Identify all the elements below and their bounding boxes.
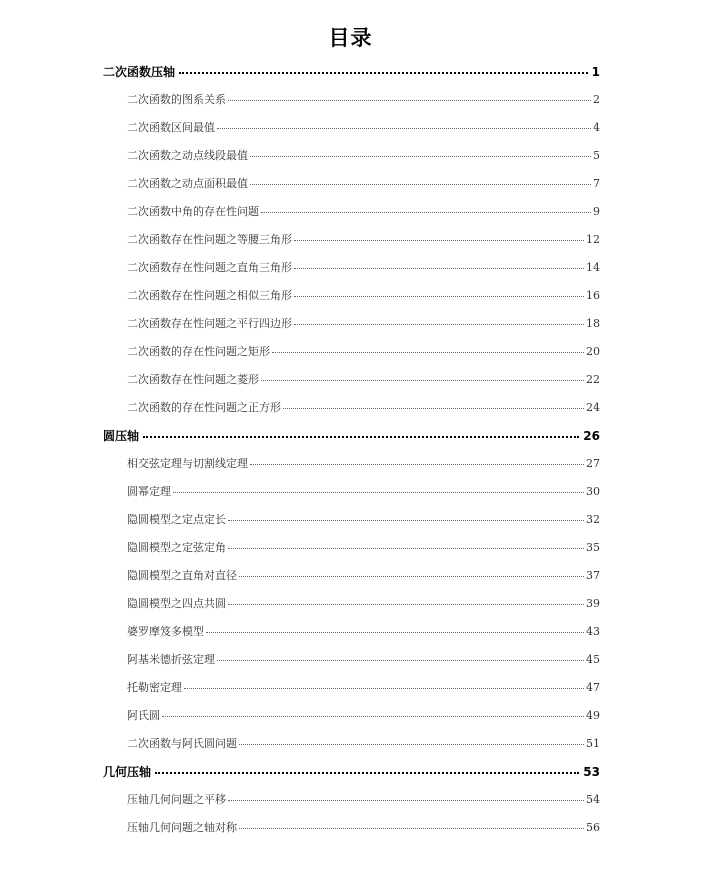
dot-leader [239,827,584,829]
toc-entry-page-number: 16 [586,289,600,302]
toc-entry-title: 二次函数存在性问题之相似三角形 [127,289,292,302]
dot-leader [261,211,591,213]
toc-entry-title: 阿基米德折弦定理 [127,653,215,666]
dot-leader [239,575,584,577]
toc-entry-title: 二次函数存在性问题之直角三角形 [127,261,292,274]
toc-section-title: 几何压轴 [103,765,152,779]
toc-entry[interactable] [127,119,600,135]
dot-leader [228,99,591,101]
toc-entry-page-number: 20 [586,345,600,358]
toc-entry[interactable] [127,203,600,219]
toc-entry-title: 二次函数的图系关系 [127,93,226,106]
dot-leader [239,743,584,745]
dot-leader [217,659,584,661]
toc-entry-title: 二次函数存在性问题之平行四边形 [127,317,292,330]
toc-section-page-number: 53 [583,765,600,779]
toc-entry-title: 二次函数存在性问题之等腰三角形 [127,233,292,246]
toc-entry[interactable] [127,371,600,387]
toc-section-page-number: 26 [583,429,600,443]
toc-entry[interactable] [127,539,600,555]
toc-entry[interactable] [127,595,600,611]
toc-entry[interactable] [127,623,600,639]
toc-entry-page-number: 45 [586,653,600,666]
toc-entry-title: 隐圆模型之定弦定角 [127,541,226,554]
toc-entry-page-number: 27 [586,457,600,470]
toc-entry-page-number: 47 [586,681,600,694]
dot-leader [162,715,584,717]
dot-leader [143,435,579,438]
toc-section[interactable] [103,427,600,444]
toc-entry-title: 二次函数的存在性问题之正方形 [127,401,281,414]
dot-leader [228,603,584,605]
toc-entry[interactable] [127,455,600,471]
toc-entry[interactable] [127,651,600,667]
dot-leader [294,239,584,241]
toc-entry-page-number: 32 [586,513,600,526]
dot-leader [228,547,584,549]
toc-entry-page-number: 49 [586,709,600,722]
page-title: 目录 [328,26,373,50]
dot-leader [206,631,584,633]
dot-leader [228,519,584,521]
toc-entry-page-number: 54 [586,793,600,806]
toc-entry-page-number: 2 [593,93,600,106]
toc-entry[interactable] [127,399,600,415]
toc-entry-page-number: 39 [586,597,600,610]
toc-entry-page-number: 4 [593,121,600,134]
toc-entry[interactable] [127,707,600,723]
toc-entry[interactable] [127,679,600,695]
dot-leader [228,799,584,801]
toc-entry-page-number: 30 [586,485,600,498]
toc-entry-title: 压轴几何问题之平移 [127,793,226,806]
toc-entry-page-number: 22 [586,373,600,386]
toc-entry[interactable] [127,315,600,331]
dot-leader [155,771,579,774]
dot-leader [294,323,584,325]
toc-entry-page-number: 43 [586,625,600,638]
toc-section[interactable] [103,63,600,80]
toc-entry-page-number: 56 [586,821,600,834]
toc-entry-title: 二次函数中角的存在性问题 [127,205,259,218]
toc-entry[interactable] [127,343,600,359]
dot-leader [184,687,584,689]
toc-entry-title: 压轴几何问题之轴对称 [127,821,237,834]
toc-entry-page-number: 51 [586,737,600,750]
toc-entry[interactable] [127,819,600,835]
toc-entry[interactable] [127,147,600,163]
toc-entry-page-number: 14 [586,261,600,274]
toc-section-title: 二次函数压轴 [103,65,176,79]
toc-entry-page-number: 9 [593,205,600,218]
toc-entry-title: 二次函数的存在性问题之矩形 [127,345,270,358]
toc-entry-page-number: 35 [586,541,600,554]
toc-entry-title: 二次函数之动点线段最值 [127,149,248,162]
toc-entry-page-number: 37 [586,569,600,582]
toc-entry[interactable] [127,735,600,751]
toc-entry-title: 托勒密定理 [127,681,182,694]
dot-leader [217,127,591,129]
toc-entry-title: 二次函数区间最值 [127,121,215,134]
dot-leader [173,491,584,493]
toc-entry[interactable] [127,259,600,275]
toc-entry-title: 婆罗摩笈多模型 [127,625,204,638]
toc-entry[interactable] [127,483,600,499]
dot-leader [283,407,584,409]
toc-entry[interactable] [127,511,600,527]
toc-entry-title: 相交弦定理与切割线定理 [127,457,248,470]
toc-entry[interactable] [127,567,600,583]
toc-entry-title: 二次函数之动点面积最值 [127,177,248,190]
toc-entry[interactable] [127,231,600,247]
dot-leader [294,267,584,269]
toc-entry-page-number: 18 [586,317,600,330]
dot-leader [272,351,584,353]
toc-entry-title: 二次函数存在性问题之菱形 [127,373,259,386]
toc-entry[interactable] [127,287,600,303]
dot-leader [179,71,588,74]
toc-entry-title: 圆幂定理 [127,485,171,498]
toc-entry-page-number: 12 [586,233,600,246]
toc-entry-title: 隐圆模型之四点共圆 [127,597,226,610]
toc-entry-page-number: 24 [586,401,600,414]
dot-leader [261,379,584,381]
dot-leader [250,155,591,157]
toc-entry[interactable] [127,791,600,807]
toc-entry-title: 阿氏圆 [127,709,160,722]
toc-entry-page-number: 7 [593,177,600,190]
dot-leader [250,463,584,465]
toc-section-page-number: 1 [591,65,600,79]
toc-entry[interactable] [127,175,600,191]
toc-section[interactable] [103,763,600,780]
dot-leader [294,295,584,297]
toc-entry[interactable] [127,91,600,107]
toc-entry-title: 隐圆模型之定点定长 [127,513,226,526]
dot-leader [250,183,591,185]
toc-section-title: 圆压轴 [103,429,140,443]
toc-entry-title: 隐圆模型之直角对直径 [127,569,237,582]
toc-entry-title: 二次函数与阿氏圆问题 [127,737,237,750]
toc-entry-page-number: 5 [593,149,600,162]
